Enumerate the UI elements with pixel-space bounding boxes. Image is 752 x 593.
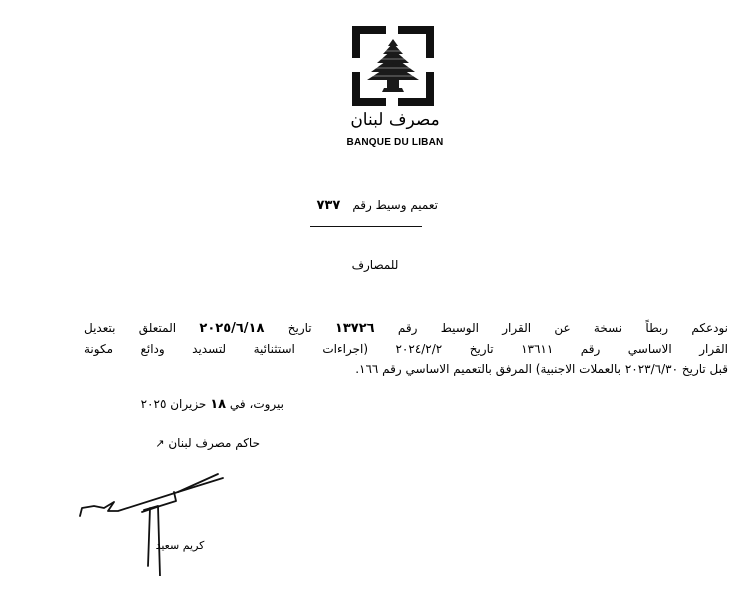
place-date [84, 397, 284, 412]
title-underline [310, 226, 422, 227]
bank-name-arabic: مصرف لبنان [350, 110, 440, 130]
bank-name-french: BANQUE DU LIBAN [346, 137, 444, 148]
body-line-1 [84, 318, 728, 339]
circular-number: ٧٣٧ [316, 198, 341, 213]
signatory-name: كريم سعيد [155, 539, 205, 552]
initial-mark-icon: ↗ [155, 437, 165, 450]
date-day: ١٨ [210, 397, 227, 412]
signature-icon [78, 466, 238, 576]
body-line-3: قبل تاريخ ٢٠٢٣/٦/٣٠ بالعملات الاجنبية) المرفق بالتعميم الاساسي رقم ١٦٦. [355, 362, 728, 376]
date-month-year: حزيران ٢٠٢٥ [140, 397, 207, 411]
place-text: بيروت، في [229, 397, 284, 411]
decision-date: ٢٠٢٥/٦/١٨ [199, 321, 265, 336]
signatory-title-text: حاكم مصرف لبنان [168, 436, 260, 450]
addressee: للمصارف [351, 258, 399, 272]
body-line-2: القرار الاساسي رقم ١٣٦١١ تاريخ ٢٠٢٤/٢/٢ (اجراءات استثنائية لتسديد ودائع مكونة [84, 342, 729, 356]
body-text: نودعكم ربطاً نسخة عن القرار الوسيط رقم [397, 321, 729, 335]
decision-number: ١٣٧٢٦ [334, 321, 375, 336]
circular-label: تعميم وسيط رقم [352, 198, 438, 212]
body-text: تاريخ [287, 321, 312, 335]
cedar-tree-icon [352, 26, 434, 106]
signatory-title [100, 436, 260, 450]
body-paragraph [84, 318, 728, 379]
body-text: المتعلق بتعديل [84, 321, 177, 335]
circular-title [296, 198, 438, 213]
bdl-logo [352, 26, 434, 106]
